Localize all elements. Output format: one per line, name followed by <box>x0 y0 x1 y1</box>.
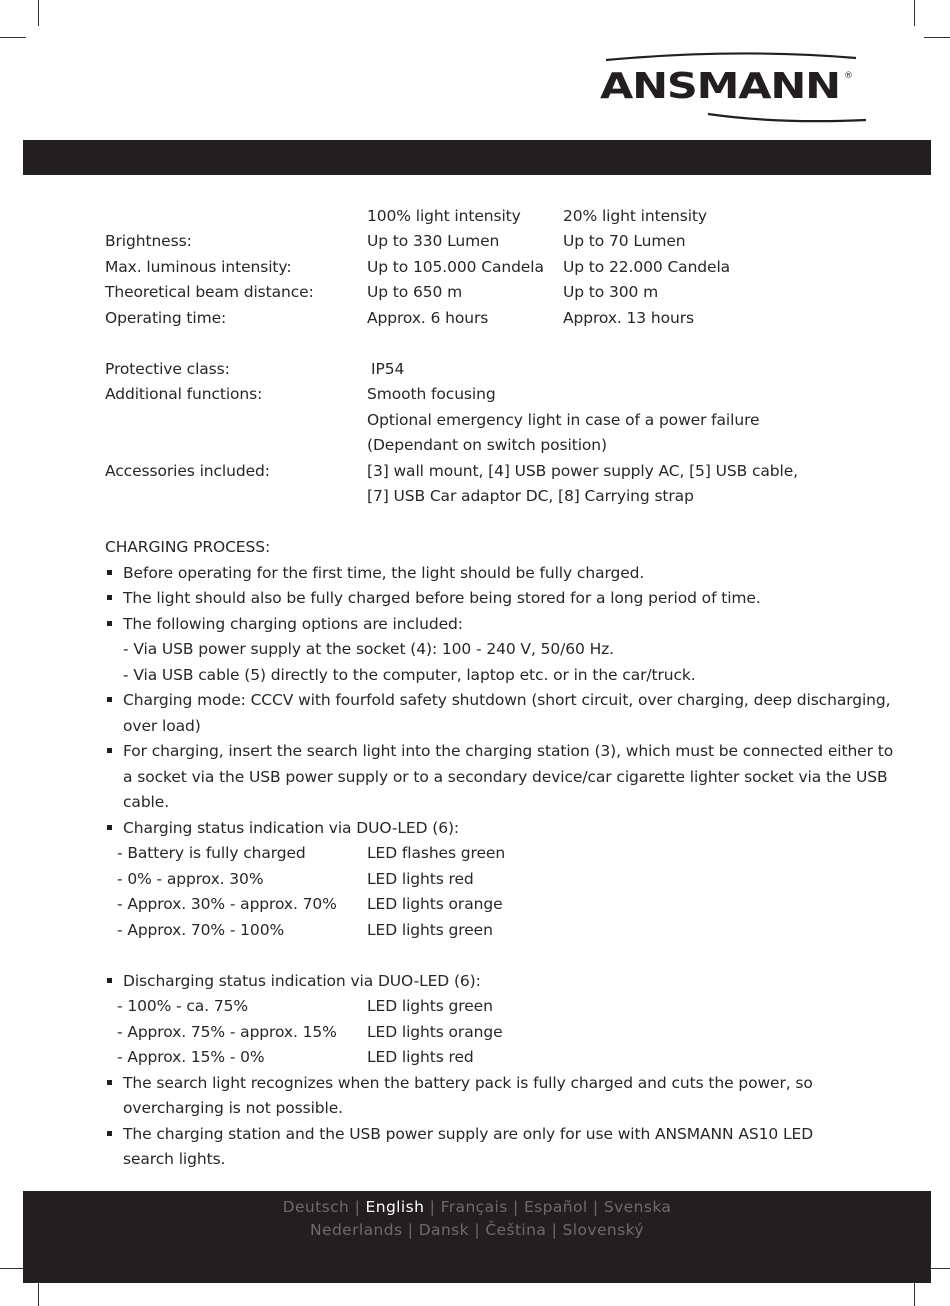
spec-header-20: 20% light intensity <box>563 207 707 225</box>
bullet-icon <box>107 978 112 983</box>
spec-value-20: Up to 300 m <box>563 283 659 301</box>
discharge-led: LED lights red <box>367 1048 474 1066</box>
logo-registered-mark: ® <box>844 71 853 81</box>
lang-separator: | <box>551 1221 558 1239</box>
lang-nederlands[interactable]: Nederlands <box>310 1221 403 1239</box>
spec-value-20: Approx. 13 hours <box>563 309 694 327</box>
lang-separator: | <box>474 1221 480 1239</box>
accessories-label: Accessories included: <box>105 462 270 480</box>
bullet-icon <box>107 697 112 702</box>
discharge-led: LED lights orange <box>367 1023 503 1041</box>
charging-bullet-cont: search lights. <box>123 1150 226 1168</box>
bullet-icon <box>107 595 112 600</box>
spec-value-100: Up to 650 m <box>367 283 463 301</box>
logo-wordmark: ANSMANN <box>600 66 840 107</box>
discharge-state: - Approx. 15% - 0% <box>117 1048 265 1066</box>
spec-value-100: Approx. 6 hours <box>367 309 489 327</box>
lang-separator: | <box>407 1221 414 1239</box>
protective-class-label: Protective class: <box>105 360 230 378</box>
spec-header-100: 100% light intensity <box>367 207 521 225</box>
charge-led: LED lights orange <box>367 895 503 913</box>
lang-deutsch[interactable]: Deutsch <box>282 1198 350 1216</box>
charging-bullet: Charging mode: CCCV with fourfold safety shutdown (short circuit, over charging, deep discharging, <box>123 691 891 709</box>
crop-mark <box>914 0 915 26</box>
charge-led: LED lights green <box>367 921 493 939</box>
lang-separator: | <box>513 1198 519 1216</box>
additional-functions-label: Additional functions: <box>105 385 263 403</box>
protective-class-value: IP54 <box>371 360 405 378</box>
lang-slovensky[interactable]: Slovenský <box>562 1221 644 1239</box>
charge-state: - Approx. 30% - approx. 70% <box>117 895 337 913</box>
spec-value-20: Up to 70 Lumen <box>563 232 686 250</box>
charging-sub-item: - Via USB cable (5) directly to the computer, laptop etc. or in the car/truck. <box>123 666 696 684</box>
charging-bullet: Charging status indication via DUO-LED (6): <box>123 819 460 837</box>
charge-state: - 0% - approx. 30% <box>117 870 264 888</box>
charge-state: - Battery is fully charged <box>117 844 306 862</box>
spec-label: Operating time: <box>105 309 227 327</box>
charging-bullet-cont: cable. <box>123 793 170 811</box>
charging-bullet-cont: over load) <box>123 717 201 735</box>
bullet-icon <box>107 1080 112 1085</box>
bullet-icon <box>107 621 112 626</box>
charging-heading: CHARGING PROCESS: <box>105 538 271 556</box>
footer-bar <box>23 1191 931 1283</box>
crop-mark <box>914 1280 915 1306</box>
lang-separator: | <box>592 1198 599 1216</box>
charging-bullet: Before operating for the first time, the light should be fully charged. <box>123 564 645 582</box>
charge-led: LED flashes green <box>367 844 506 862</box>
lang-separator: | <box>429 1198 436 1216</box>
spec-label: Max. luminous intensity: <box>105 258 292 276</box>
crop-mark <box>38 1280 39 1306</box>
charging-bullet: The following charging options are included: <box>123 615 463 633</box>
bullet-icon <box>107 1131 112 1136</box>
accessories-line: [7] USB Car adaptor DC, [8] Carrying strap <box>367 487 694 505</box>
discharge-led: LED lights green <box>367 997 493 1015</box>
discharge-state: - Approx. 75% - approx. 15% <box>117 1023 337 1041</box>
bullet-icon <box>107 748 112 753</box>
lang-svenska[interactable]: Svenska <box>603 1198 672 1216</box>
discharge-state: - 100% - ca. 75% <box>117 997 249 1015</box>
ansmann-logo <box>598 50 870 126</box>
crop-mark <box>924 37 950 38</box>
lang-cestina[interactable]: Čeština <box>485 1221 547 1239</box>
lang-separator: | <box>354 1198 361 1216</box>
charging-bullet: For charging, insert the search light into the charging station (3), which must be connected either to <box>123 742 894 760</box>
spec-value-20: Up to 22.000 Candela <box>563 258 731 276</box>
lang-dansk[interactable]: Dansk <box>418 1221 470 1239</box>
spec-label: Brightness: <box>105 232 192 250</box>
charging-bullet-cont: a socket via the USB power supply or to a secondary device/car cigarette lighter socket via the USB <box>123 768 888 786</box>
crop-mark <box>38 0 39 26</box>
header-bar <box>23 140 931 175</box>
charge-led: LED lights red <box>367 870 474 888</box>
additional-function: (Dependant on switch position) <box>367 436 607 454</box>
spec-value-100: Up to 105.000 Candela <box>367 258 544 276</box>
additional-function: Optional emergency light in case of a power failure <box>367 411 760 429</box>
charging-bullet: The light should also be fully charged before being stored for a long period of time. <box>123 589 761 607</box>
charging-bullet: The charging station and the USB power supply are only for use with ANSMANN AS10 LED <box>123 1125 814 1143</box>
charging-bullet: The search light recognizes when the battery pack is fully charged and cuts the power, so <box>123 1074 813 1092</box>
bullet-icon <box>107 825 112 830</box>
lang-espanol[interactable]: Español <box>523 1198 588 1216</box>
charge-state: - Approx. 70% - 100% <box>117 921 285 939</box>
accessories-line: [3] wall mount, [4] USB power supply AC, [5] USB cable, <box>367 462 798 480</box>
additional-function: Smooth focusing <box>367 385 496 403</box>
lang-english[interactable]: English <box>365 1198 425 1216</box>
charging-bullet: Discharging status indication via DUO-LED (6): <box>123 972 481 990</box>
spec-label: Theoretical beam distance: <box>105 283 314 301</box>
lang-francais[interactable]: Français <box>440 1198 508 1216</box>
charging-bullet-cont: overcharging is not possible. <box>123 1099 344 1117</box>
language-row-2 <box>23 1220 931 1240</box>
language-row-1 <box>23 1197 931 1217</box>
spec-value-100: Up to 330 Lumen <box>367 232 500 250</box>
charging-sub-item: - Via USB power supply at the socket (4): 100 - 240 V, 50/60 Hz. <box>123 640 615 658</box>
bullet-icon <box>107 570 112 575</box>
crop-mark <box>0 37 26 38</box>
